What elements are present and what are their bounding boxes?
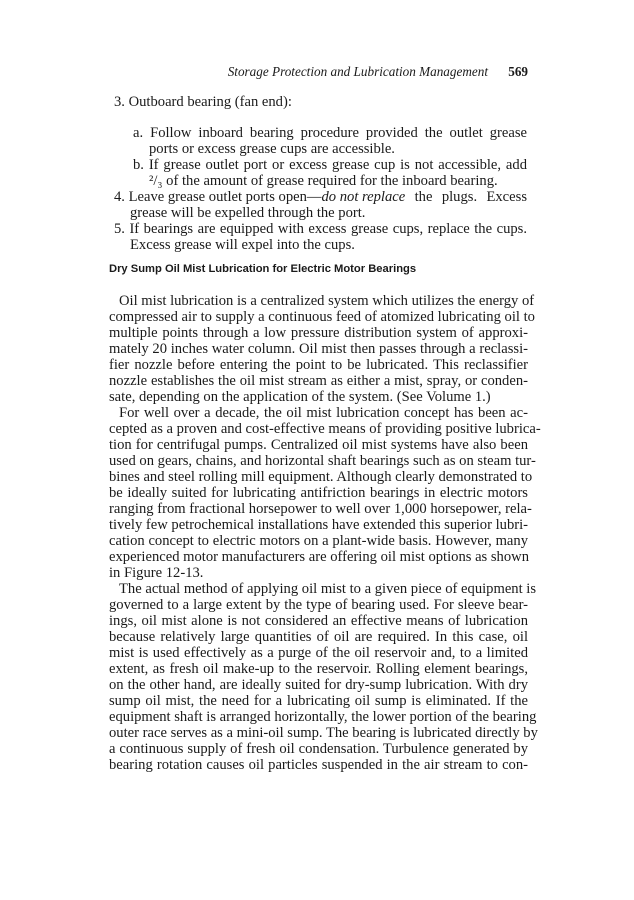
body-line: compressed air to supply a continuous feed of atomized lubricating oil to — [109, 309, 535, 325]
body-line: tion for centrifugal pumps. Centralized oil mist systems have also been — [109, 437, 528, 453]
list-item-5-line-1: 5. If bearings are equipped with excess grease cups, replace the cups. — [114, 221, 527, 237]
body-line: For well over a decade, the oil mist lubrication concept has been ac- — [119, 405, 528, 421]
body-line: bearing rotation causes oil particles suspended in the air stream to con- — [109, 757, 528, 773]
body-line: multiple points through a low pressure distribution system of approxi- — [109, 325, 528, 341]
body-line: used on gears, chains, and horizontal shaft bearings such as on steam tur- — [109, 453, 536, 469]
body-line: mately 20 inches water column. Oil mist then passes through a reclassi- — [109, 341, 528, 357]
list-item-3b-line-2: ²/₃ of the amount of grease required for the inboard bearing. — [149, 173, 498, 189]
body-line: be ideally suited for lubricating antifriction bearings in electric motors — [109, 485, 528, 501]
list-item-4-text: 4. Leave grease outlet ports open— — [114, 189, 322, 205]
list-item-3a-line-1: a. Follow inboard bearing procedure provided the outlet grease — [133, 125, 527, 141]
body-line: experienced motor manufacturers are offering oil mist options as shown — [109, 549, 529, 565]
list-item-5-line-2: Excess grease will expel into the cups. — [130, 237, 355, 253]
body-line: cation concept to electric motors on a plant-wide basis. However, many — [109, 533, 528, 549]
body-line: on the other hand, are ideally suited for dry-sump lubrication. With dry — [109, 677, 528, 693]
list-item-3b-line-1: b. If grease outlet port or excess grease cup is not accessible, add — [133, 157, 527, 173]
section-heading: Dry Sump Oil Mist Lubrication for Electric Motor Bearings — [109, 263, 417, 275]
list-item-4-line-2: grease will be expelled through the port. — [130, 205, 366, 221]
body-line: mist is used effectively as a purge of the oil reservoir and, to a limited — [109, 645, 528, 661]
list-item-3a-line-2: ports or excess grease cups are accessible. — [149, 141, 395, 157]
body-line: in Figure 12-13. — [109, 565, 204, 581]
body-line: ranging from fractional horsepower to well over 1,000 horsepower, rela- — [109, 501, 532, 517]
body-line: ings, oil mist alone is not considered an effective means of lubrication — [109, 613, 528, 629]
body-line: governed to a large extent by the type of bearing used. For sleeve bear- — [109, 597, 528, 613]
body-line: cepted as a proven and cost-effective means of providing positive lubrica- — [109, 421, 541, 437]
body-line: The actual method of applying oil mist to a given piece of equipment is — [119, 581, 537, 597]
body-line: outer race serves as a mini-oil sump. The bearing is lubricated directly by — [109, 725, 538, 741]
body-line: sump oil mist, the need for a lubricating oil sump is eliminated. If the — [109, 693, 528, 709]
body-line: tively few petrochemical installations have extended this superior lubri- — [109, 517, 529, 533]
body-line: bines and steel rolling mill equipment. Although clearly demonstrated to — [109, 469, 533, 485]
body-line: because relatively large quantities of oil are required. In this case, oil — [109, 629, 528, 645]
body-line: equipment shaft is arranged horizontally, the lower portion of the bearing — [109, 709, 537, 725]
body-line: Oil mist lubrication is a centralized system which utilizes the energy of — [119, 293, 535, 309]
body-line: sate, depending on the application of the system. (See Volume 1.) — [109, 389, 491, 405]
body-line: a continuous supply of fresh oil condensation. Turbulence generated by — [109, 741, 528, 757]
body-line: fier nozzle before entering the point to be lubricated. This reclassifier — [109, 357, 528, 373]
running-header — [110, 64, 528, 84]
list-item-4-emphasis: do not replace — [321, 189, 406, 205]
list-item-4-line-1 — [114, 189, 527, 205]
running-header-title: Storage Protection and Lubrication Management — [227, 64, 488, 79]
body-line: nozzle establishes the oil mist stream as either a mist, spray, or conden- — [109, 373, 528, 389]
page-number: 569 — [508, 64, 528, 79]
list-item-3: 3. Outboard bearing (fan end): — [114, 94, 292, 110]
list-item-4-text-end: the plugs. Excess — [405, 189, 527, 205]
body-line: extent, as fresh oil make-up to the reservoir. Rolling element bearings, — [109, 661, 528, 677]
